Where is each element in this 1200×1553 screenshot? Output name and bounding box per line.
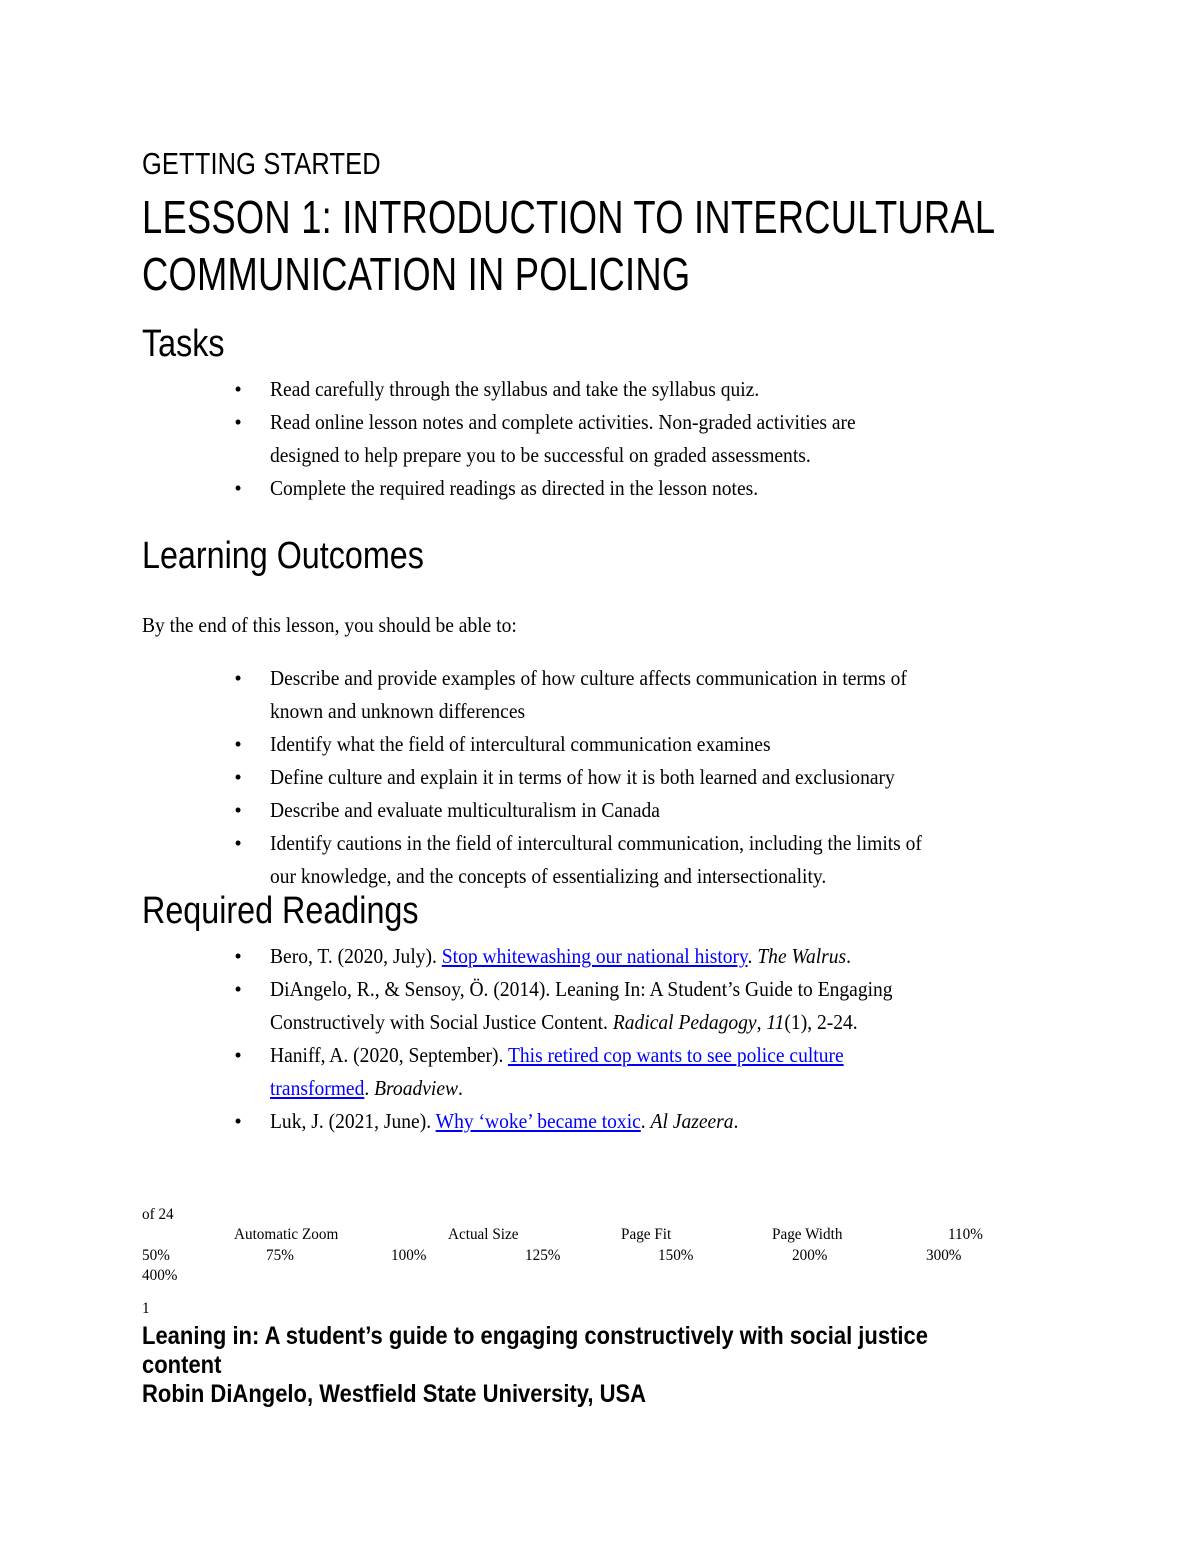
bullet-icon: •	[234, 732, 242, 756]
list-item: • Define culture and explain it in terms of how it is both learned and exclusionary	[232, 761, 1092, 794]
source-name: Al Jazeera	[650, 1109, 734, 1133]
required-readings-heading: Required Readings	[142, 890, 419, 932]
journal-volume: 11	[766, 1010, 785, 1034]
zoom-option-110[interactable]: 110%	[948, 1226, 983, 1243]
section-kicker: GETTING STARTED	[142, 146, 381, 181]
bullet-icon: •	[234, 1043, 242, 1067]
readings-list	[232, 940, 1092, 1138]
outcomes-intro: By the end of this lesson, you should be able to:	[142, 613, 517, 637]
list-item: • Read online lesson notes and complete activities. Non-graded activities are designed to help prepare you to be successful on graded assessments.	[232, 406, 1092, 472]
page-number: 1	[142, 1300, 150, 1317]
bullet-icon: •	[234, 476, 242, 500]
list-item: • Read carefully through the syllabus and take the syllabus quiz.	[232, 373, 1092, 406]
reading-item: • Luk, J. (2021, June). Why ‘woke’ became toxic. Al Jazeera.	[232, 1105, 1092, 1138]
reading-link-haniff-cont[interactable]: transformed	[270, 1076, 365, 1100]
zoom-option-page-fit[interactable]: Page Fit	[621, 1226, 672, 1243]
bullet-icon: •	[234, 666, 242, 690]
paper-title: Leaning in: A student’s guide to engaging constructively with social justice content	[142, 1322, 928, 1379]
bullet-icon: •	[234, 410, 242, 434]
journal-name: Radical Pedagogy	[612, 1010, 757, 1034]
source-name: The Walrus	[757, 944, 847, 968]
reading-item: • DiAngelo, R., & Sensoy, Ö. (2014). Leaning In: A Student’s Guide to Engaging Constructively with Social Justice Content. Radical Pedagogy, 11(1), 2-24.	[232, 973, 1092, 1039]
source-name: Broadview	[374, 1076, 459, 1100]
zoom-option-300[interactable]: 300%	[926, 1247, 962, 1264]
reading-item: • Haniff, A. (2020, September). This retired cop wants to see police culture transformed. Broadview.	[232, 1039, 1092, 1105]
outcomes-list	[232, 662, 1092, 893]
zoom-option-400[interactable]: 400%	[142, 1267, 178, 1284]
lesson-title-line-2: COMMUNICATION IN POLICING	[142, 248, 691, 300]
list-item: • Identify cautions in the field of intercultural communication, including the limits of our knowledge, and the concepts of essentializing and intersectionality.	[232, 827, 1092, 893]
paper-author: Robin DiAngelo, Westfield State University, USA	[142, 1380, 647, 1408]
list-item: • Complete the required readings as directed in the lesson notes.	[232, 472, 1092, 505]
bullet-icon: •	[234, 977, 242, 1001]
zoom-option-50[interactable]: 50%	[142, 1247, 170, 1264]
reading-link-bero[interactable]: Stop whitewashing our national history	[441, 944, 748, 968]
list-item: • Describe and evaluate multiculturalism in Canada	[232, 794, 1092, 827]
zoom-option-75[interactable]: 75%	[266, 1247, 294, 1264]
lesson-title-line-1: LESSON 1: INTRODUCTION TO INTERCULTURAL	[142, 191, 996, 243]
bullet-icon: •	[234, 798, 242, 822]
zoom-option-200[interactable]: 200%	[792, 1247, 828, 1264]
page-count-label: of 24	[142, 1206, 174, 1223]
tasks-list	[232, 373, 1092, 505]
zoom-option-page-width[interactable]: Page Width	[772, 1226, 843, 1243]
zoom-option-automatic[interactable]: Automatic Zoom	[234, 1226, 339, 1243]
zoom-option-100[interactable]: 100%	[391, 1247, 427, 1264]
reading-link-haniff[interactable]: This retired cop wants to see police culture	[507, 1043, 844, 1067]
zoom-option-125[interactable]: 125%	[525, 1247, 561, 1264]
learning-outcomes-heading: Learning Outcomes	[142, 535, 424, 577]
reading-link-luk[interactable]: Why ‘woke’ became toxic	[435, 1109, 641, 1133]
list-item: • Identify what the field of intercultural communication examines	[232, 728, 1092, 761]
tasks-heading: Tasks	[142, 323, 225, 365]
zoom-option-actual-size[interactable]: Actual Size	[448, 1226, 519, 1243]
bullet-icon: •	[234, 765, 242, 789]
reading-item: • Bero, T. (2020, July). Stop whitewashing our national history. The Walrus.	[232, 940, 1092, 973]
bullet-icon: •	[234, 831, 242, 855]
zoom-option-150[interactable]: 150%	[658, 1247, 694, 1264]
bullet-icon: •	[234, 944, 242, 968]
list-item: • Describe and provide examples of how culture affects communication in terms of known and unknown differences	[232, 662, 1092, 728]
bullet-icon: •	[234, 377, 242, 401]
bullet-icon: •	[234, 1109, 242, 1133]
